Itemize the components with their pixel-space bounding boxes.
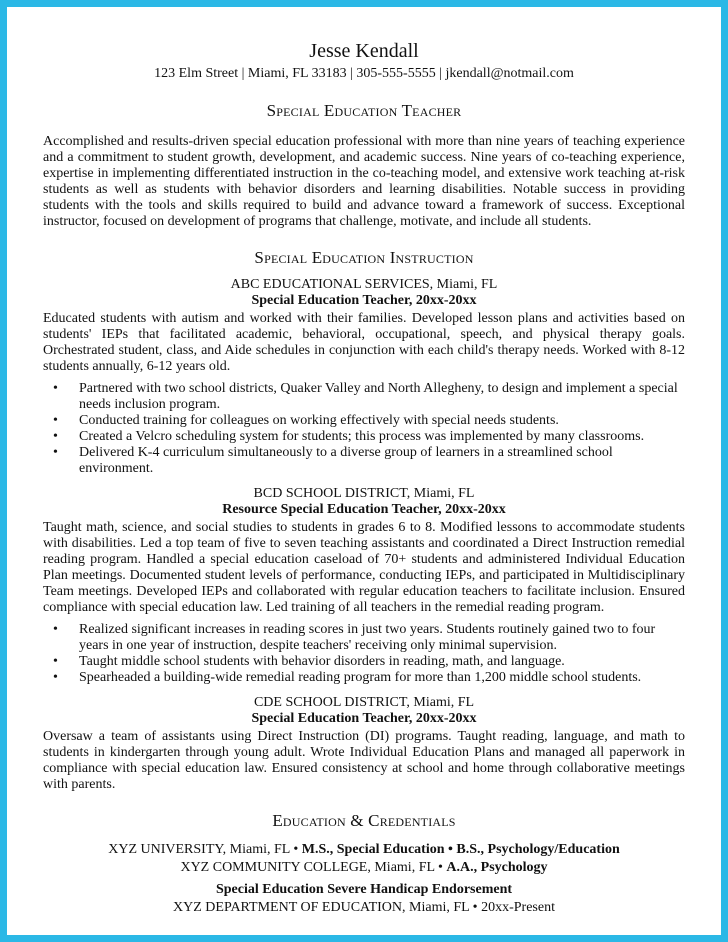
achievement-item: [53, 654, 685, 670]
education-title: Education & Credentials: [272, 811, 456, 830]
achievement-text: Delivered K-4 curriculum simultaneously to a diverse group of learners in a streamlined school environment.: [79, 445, 613, 476]
separator: •: [469, 900, 482, 915]
education-line-university: [43, 841, 685, 859]
bullet-icon: •: [53, 381, 58, 396]
separator: •: [289, 842, 302, 857]
school-name: XYZ COMMUNITY COLLEGE, Miami, FL: [180, 860, 435, 875]
certification-title: Special Education Severe Handicap Endorsement: [215, 882, 513, 897]
resume-page: [7, 7, 721, 935]
education-line-college: [43, 859, 685, 877]
experience-title: Special Education Instruction: [254, 248, 474, 267]
job-entry: [43, 695, 685, 793]
contact-line: 123 Elm Street | Miami, FL 33183 | 305-555-5555 | jkendall@notmail.com: [154, 66, 574, 81]
achievement-text: Created a Velcro scheduling system for students; this process was implemented by many classrooms.: [79, 429, 645, 444]
certifying-org: XYZ DEPARTMENT OF EDUCATION, Miami, FL: [173, 900, 470, 915]
achievement-text: Taught middle school students with behavior disorders in reading, math, and language.: [79, 654, 565, 669]
certification-dates: 20xx-Present: [481, 900, 555, 915]
candidate-name: Jesse Kendall: [309, 40, 419, 62]
bullet-icon: •: [53, 413, 58, 428]
achievement-list: [43, 381, 685, 477]
achievement-item: [53, 381, 685, 413]
achievement-item: [53, 429, 685, 445]
achievement-text: Partnered with two school districts, Quaker Valley and North Allegheny, to design and implement a special needs inclusion program.: [79, 381, 678, 412]
separator: •: [444, 842, 457, 857]
degree: A.A., Psychology: [446, 860, 548, 875]
achievement-item: [53, 670, 685, 686]
job-role: Resource Special Education Teacher, 20xx-20xx: [222, 502, 506, 517]
objective-title: Special Education Teacher: [266, 101, 462, 120]
job-role: Special Education Teacher, 20xx-20xx: [251, 711, 477, 726]
bullet-icon: •: [53, 622, 58, 637]
degree: M.S., Special Education: [301, 842, 445, 857]
job-description: Taught math, science, and social studies to students in grades 6 to 8. Modified lessons to accommodate students with disabilities. Led a top team of five to seven teaching assistants and coordinated a Direct Instruction remedial reading program. Handled a special education caseload of 70+ students and administered Individual Education Plan meetings. Documented student levels of performance, conducting IEPs, and participated in Multidisciplinary Team meetings. Developed IEPs and collaborated with regular education teachers to facilitate inclusion. Ensured compliance with special education law. Led training of all teachers in the remedial reading program.: [43, 520, 685, 615]
achievement-text: Spearheaded a building-wide remedial reading program for more than 1,200 middle school students.: [79, 670, 642, 685]
job-entry: [43, 277, 685, 477]
bullet-icon: •: [53, 429, 58, 444]
bullet-icon: •: [53, 670, 58, 685]
school-name: XYZ UNIVERSITY, Miami, FL: [108, 842, 290, 857]
summary-paragraph: Accomplished and results-driven special education professional with more than nine years of teaching experience and a commitment to student growth, development, and academic success. Nine years of co-teaching experience, expertise in implementing differentiated instruction in the co-teaching model, and extensive work teaching at-risk students as well as students with behavior disorders and learning disabilities. Notable success in providing students with the tools and skills required to build and advance toward a framework of success. Exceptional instructor, focused on development of programs that challenge, motivate, and include all students.: [43, 134, 685, 229]
certification-line: [43, 899, 685, 917]
achievement-list: [43, 622, 685, 686]
job-entry: [43, 486, 685, 686]
bullet-icon: •: [53, 654, 58, 669]
job-description: Educated students with autism and worked with their families. Developed lesson plans and activities based on students' IEPs that facilitated academic, behavioral, occupational, speech, and physical therapy goals. Orchestrated student, class, and Aide schedules in conjunction with each child's therapy needs. Worked with 8-12 students annually, 6-12 years old.: [43, 311, 685, 374]
bullet-icon: •: [53, 445, 58, 460]
achievement-text: Conducted training for colleagues on working effectively with special needs students.: [79, 413, 559, 428]
achievement-text: Realized significant increases in reading scores in just two years. Students routinely gained two to four years in one year of instruction, despite teachers' receiving only minimal supervision.: [79, 622, 656, 653]
employer-name: CDE SCHOOL DISTRICT, Miami, FL: [253, 695, 475, 710]
job-role: Special Education Teacher, 20xx-20xx: [251, 293, 477, 308]
employer-name: ABC EDUCATIONAL SERVICES, Miami, FL: [230, 277, 498, 292]
achievement-item: [53, 413, 685, 429]
job-description: Oversaw a team of assistants using Direct Instruction (DI) programs. Taught reading, language, and math to students in kindergarten through young adult. Wrote Individual Education Plans and managed all paperwork in compliance with special education law. Ensured consistency at school and home through collaborative meetings with parents.: [43, 729, 685, 792]
degree: B.S., Psychology/Education: [456, 842, 620, 857]
employer-name: BCD SCHOOL DISTRICT, Miami, FL: [253, 486, 475, 501]
achievement-item: [53, 445, 685, 477]
achievement-item: [53, 622, 685, 654]
separator: •: [434, 860, 447, 875]
